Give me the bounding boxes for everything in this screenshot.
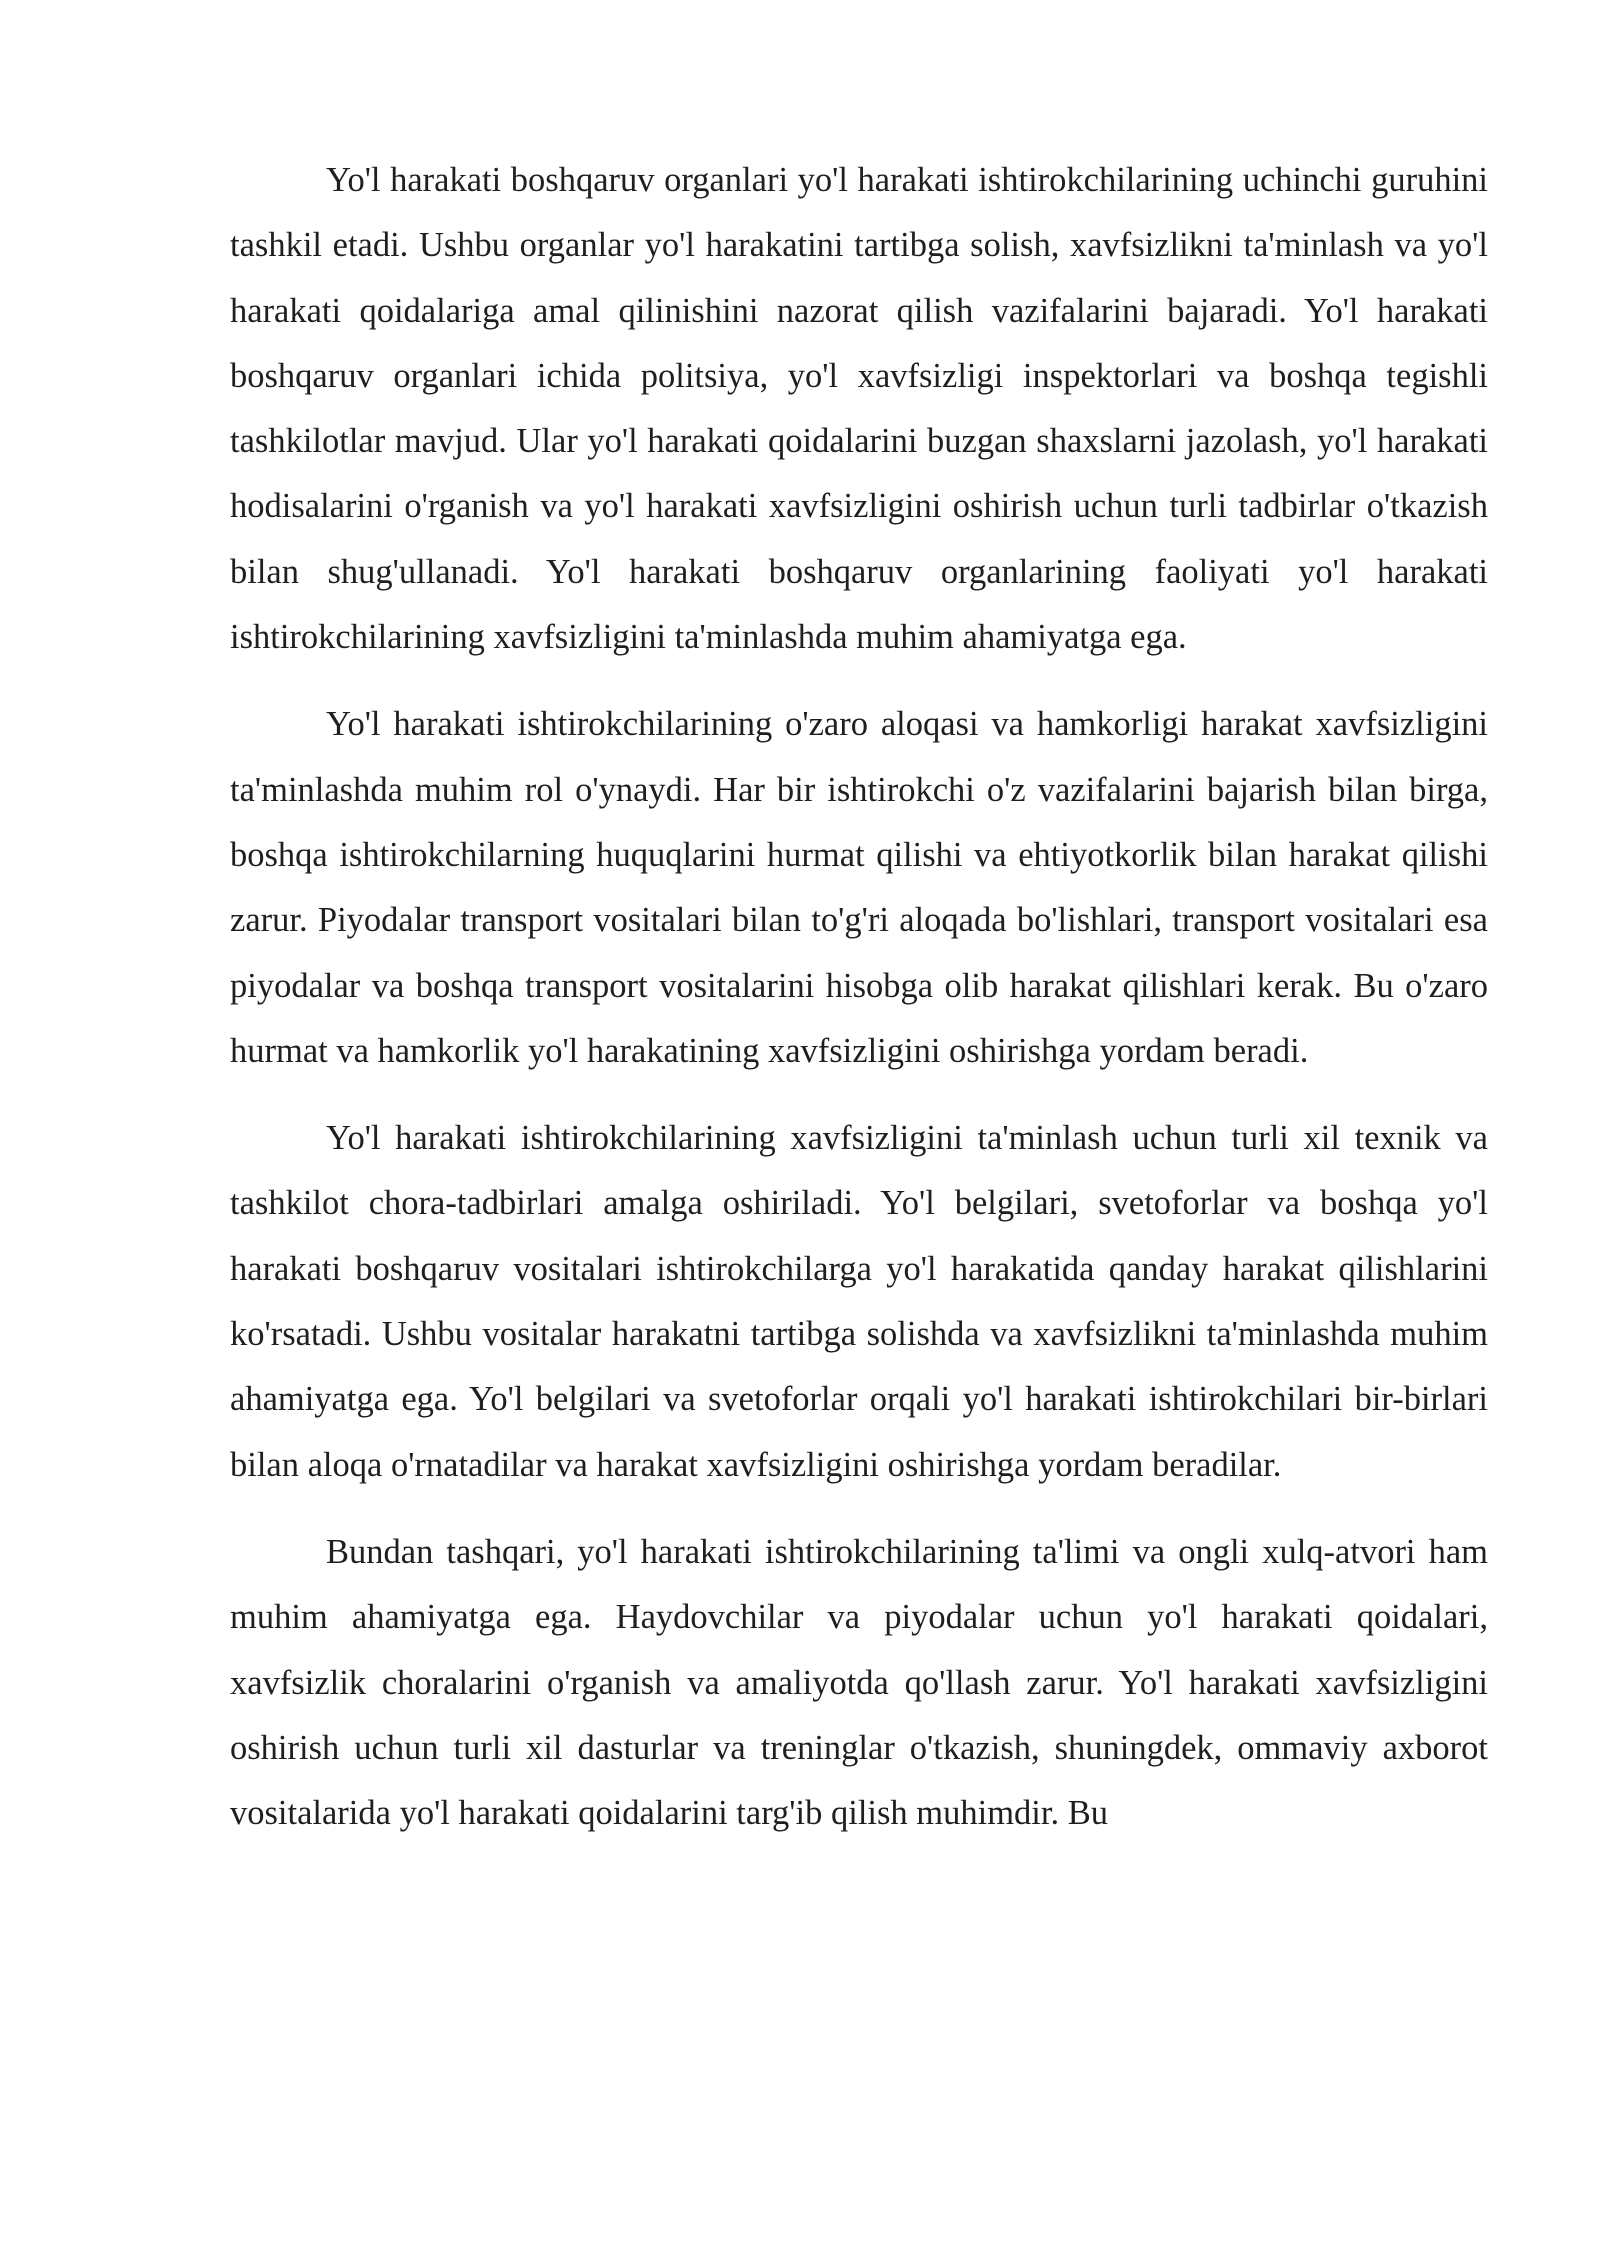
paragraph-4: Bundan tashqari, yo'l harakati ishtirokchilarining ta'limi va ongli xulq-atvori ham muhim ahamiyatga ega. Haydovchilar va piyodalar uchun yo'l harakati qoidalari, xavfsizlik choralarini o'rganish va amaliyotda qo'llash zarur. Yo'l harakati xavfsizligini oshirish uchun turli xil dasturlar va treninglar o'tkazish, shuningdek, ommaviy axborot vositalarida yo'l harakati qoidalarini targ'ib qilish muhimdir. Bu — [230, 1532, 1488, 1833]
document-body — [230, 148, 1488, 1868]
paragraph-2: Yo'l harakati ishtirokchilarining o'zaro aloqasi va hamkorligi harakat xavfsizligini ta'minlashda muhim rol o'ynaydi. Har bir ishtirokchi o'z vazifalarini bajarish bilan birga, boshqa ishtirokchilarning huquqlarini hurmat qilishi va ehtiyotkorlik bilan harakat qilishi zarur. Piyodalar transport vositalari bilan to'g'ri aloqada bo'lishlari, transport vositalari esa piyodalar va boshqa transport vositalarini hisobga olib harakat qilishlari kerak. Bu o'zaro hurmat va hamkorlik yo'l harakatining xavfsizligini oshirishga yordam beradi. — [230, 705, 1488, 1070]
paragraph-3: Yo'l harakati ishtirokchilarining xavfsizligini ta'minlash uchun turli xil texnik va tashkilot chora-tadbirlari amalga oshiriladi. Yo'l belgilari, svetoforlar va boshqa yo'l harakati boshqaruv vositalari ishtirokchilarga yo'l harakatida qanday harakat qilishlarini ko'rsatadi. Ushbu vositalar harakatni tartibga solishda va xavfsizlikni ta'minlashda muhim ahamiyatga ega. Yo'l belgilari va svetoforlar orqali yo'l harakati ishtirokchilari bir-birlari bilan aloqa o'rnatadilar va harakat xavfsizligini oshirishga yordam beradilar. — [230, 1119, 1488, 1484]
paragraph-1: Yo'l harakati boshqaruv organlari yo'l harakati ishtirokchilarining uchinchi guruhini tashkil etadi. Ushbu organlar yo'l harakatini tartibga solish, xavfsizlikni ta'minlash va yo'l harakati qoidalariga amal qilinishini nazorat qilish vazifalarini bajaradi. Yo'l harakati boshqaruv organlari ichida politsiya, yo'l xavfsizligi inspektorlari va boshqa tegishli tashkilotlar mavjud. Ular yo'l harakati qoidalarini buzgan shaxslarni jazolash, yo'l harakati hodisalarini o'rganish va yo'l harakati xavfsizligini oshirish uchun turli tadbirlar o'tkazish bilan shug'ullanadi. Yo'l harakati boshqaruv organlarining faoliyati yo'l harakati ishtirokchilarining xavfsizligini ta'minlashda muhim ahamiyatga ega. — [230, 161, 1488, 657]
